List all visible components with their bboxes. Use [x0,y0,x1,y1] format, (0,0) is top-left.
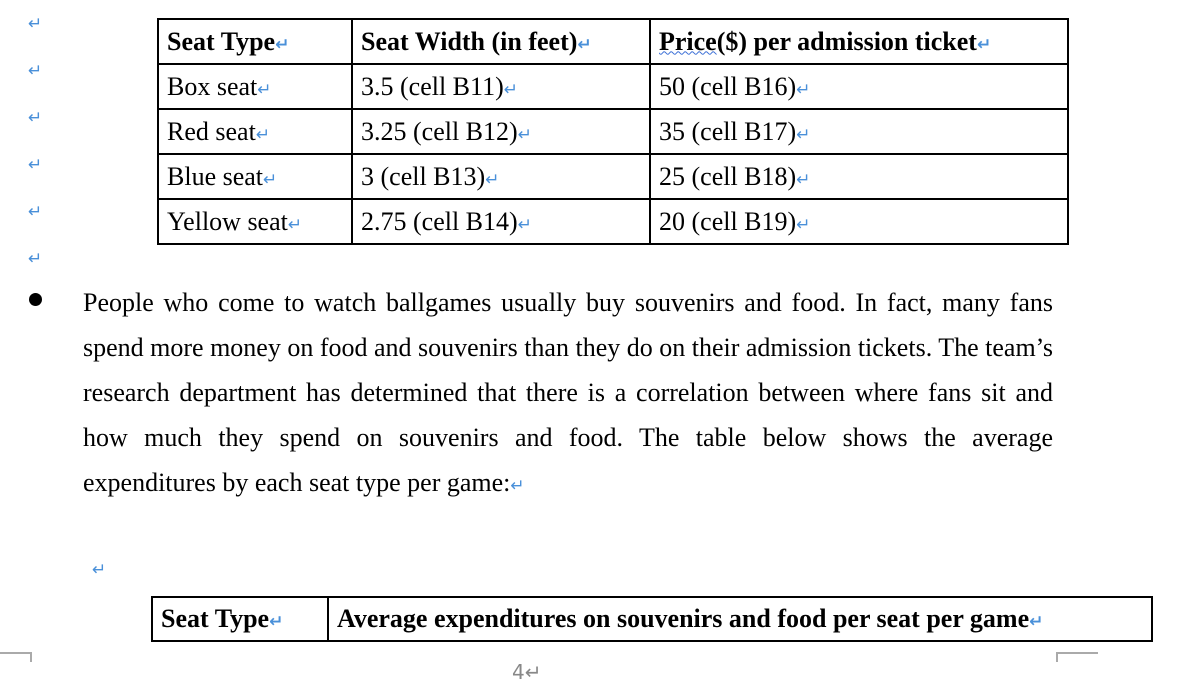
table-header-row [158,19,1068,64]
table-header-cell[interactable]: Seat Type↵ [152,597,328,641]
table-row [158,154,1068,199]
seat-info-table [157,18,1069,245]
table-header-cell[interactable]: Seat Width (in feet)↵ [352,19,650,64]
table-cell[interactable]: Red seat↵ [158,109,352,154]
table-cell[interactable]: 3 (cell B13)↵ [352,154,650,199]
paragraph-mark: ↵ [28,249,43,269]
table-row [158,109,1068,154]
page-margin-corner-right [1056,652,1098,662]
paragraph-mark: ↵ [28,14,43,34]
table-header-cell[interactable]: Seat Type↵ [158,19,352,64]
table-cell[interactable]: 35 (cell B17)↵ [650,109,1068,154]
page-number: 4↵ [512,660,542,684]
table-header-row [152,597,1152,641]
paragraph-mark: ↵ [28,155,43,175]
table-cell[interactable]: 25 (cell B18)↵ [650,154,1068,199]
empty-paragraph-mark: ↵ [92,560,107,580]
table-cell[interactable]: 3.5 (cell B11)↵ [352,64,650,109]
expenditure-table [151,596,1153,642]
table-cell[interactable]: Box seat↵ [158,64,352,109]
paragraph-mark: ↵ [28,202,43,222]
body-paragraph[interactable]: People who come to watch ballgames usually buy souvenirs and food. In fact, many fans spend more money on food and souvenirs than they do on their admission tickets. The team’s research department has determined that there is a correlation between where fans sit and how much they spend on souvenirs and food. The table below shows the average expenditures by each seat type per game:↵ [83,288,1054,497]
table-cell[interactable]: 3.25 (cell B12)↵ [352,109,650,154]
table-header-cell[interactable]: Price($) per admission ticket↵ [650,19,1068,64]
table-cell[interactable]: 2.75 (cell B14)↵ [352,199,650,244]
table-row [158,199,1068,244]
table-row [158,64,1068,109]
paragraph-mark: ↵ [28,61,43,81]
table-cell[interactable]: 20 (cell B19)↵ [650,199,1068,244]
paragraph-mark: ↵ [28,108,43,128]
bullet-point [29,293,42,306]
table-cell[interactable]: Blue seat↵ [158,154,352,199]
table-header-cell[interactable]: Average expenditures on souvenirs and food per seat per game↵ [328,597,1152,641]
page-margin-corner-left [0,652,32,662]
spellcheck-underlined-word[interactable]: Price [659,26,717,56]
table-cell[interactable]: Yellow seat↵ [158,199,352,244]
table-cell[interactable]: 50 (cell B16)↵ [650,64,1068,109]
